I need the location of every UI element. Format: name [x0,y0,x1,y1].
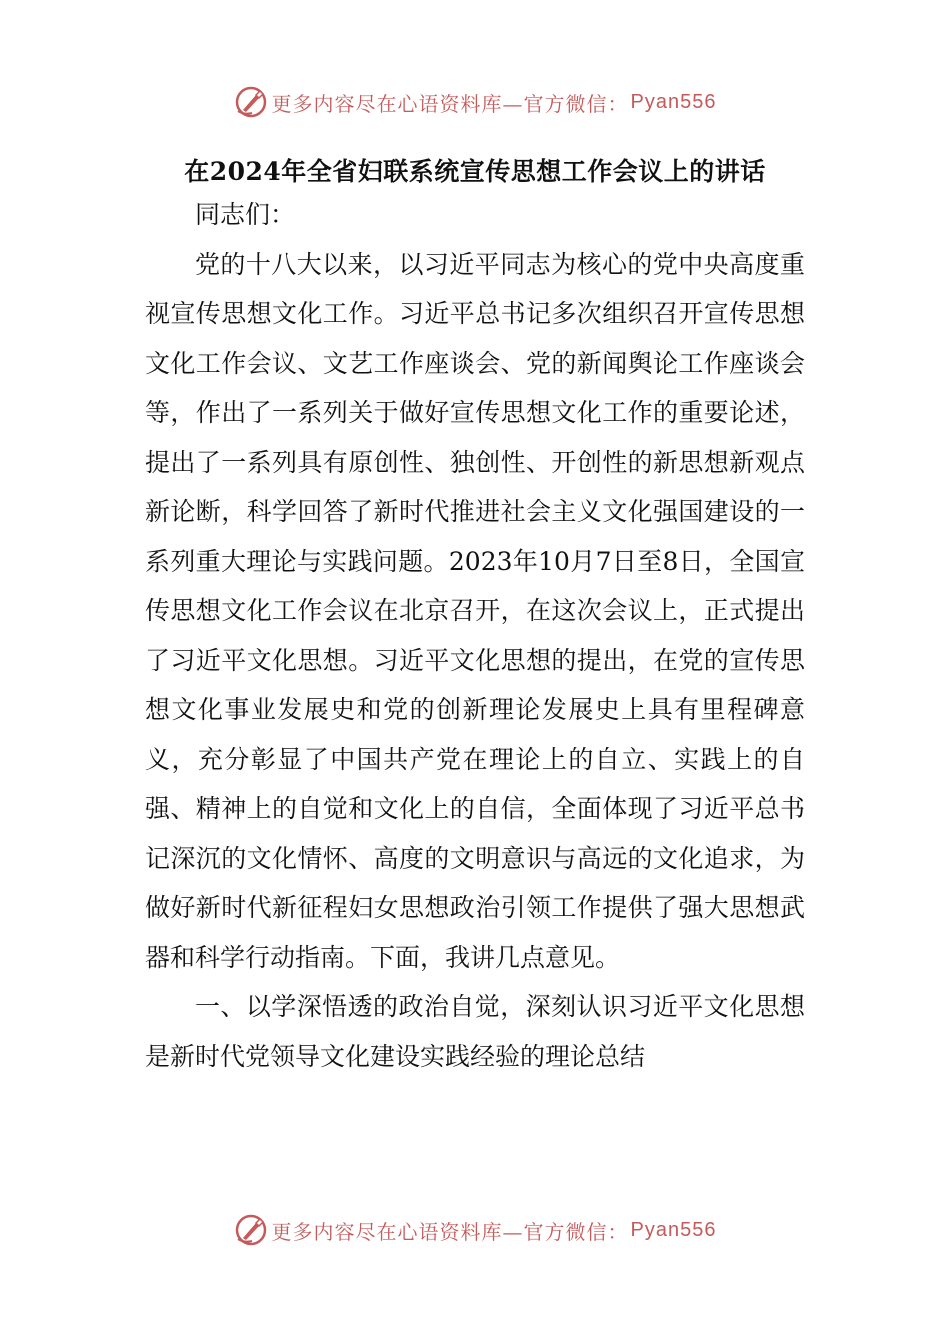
section-heading-1: 一、以学深悟透的政治自觉，深刻认识习近平文化思想是新时代党领导文化建设实践经验的理论总结 [145,992,805,1071]
watermark-text: 更多内容尽在心语资料库—官方微信： [271,1219,629,1244]
document-body [145,190,805,1081]
watermark-wechat-id: Pyan556 [630,90,717,113]
watermark-text: 更多内容尽在心语资料库—官方微信： [271,91,629,116]
watermark-footer [0,1210,950,1250]
document-title: 在2024年全省妇联系统宣传思想工作会议上的讲话 [184,157,766,186]
watermark-header [0,82,950,122]
pen-logo-icon [234,1213,268,1247]
watermark-wechat-id: Pyan556 [630,1218,717,1241]
salutation: 同志们： [195,200,296,229]
pen-logo-icon [234,85,268,119]
paragraph-intro: 党的十八大以来，以习近平同志为核心的党中央高度重视宣传思想文化工作。习近平总书记多次组织召开宣传思想文化工作会议、文艺工作座谈会、党的新闻舆论工作座谈会等，作出了一系列关于做好宣传思想文化工作的重要论述，提出了一系列具有原创性、独创性、开创性的新思想新观点新论断，科学回答了新时代推进社会主义文化强国建设的一系列重大理论与实践问题。2023年10月7日至8日，全国宣传思想文化工作会议在北京召开，在这次会议上，正式提出了习近平文化思想。习近平文化思想的提出，在党的宣传思想文化事业发展史和党的创新理论发展史上具有里程碑意义，充分彰显了中国共产党在理论上的自立、实践上的自强、精神上的自觉和文化上的自信，全面体现了习近平总书记深沉的文化情怀、高度的文明意识与高远的文化追求，为做好新时代新征程妇女思想政治引领工作提供了强大思想武器和科学行动指南。下面，我讲几点意见。 [145,249,805,972]
